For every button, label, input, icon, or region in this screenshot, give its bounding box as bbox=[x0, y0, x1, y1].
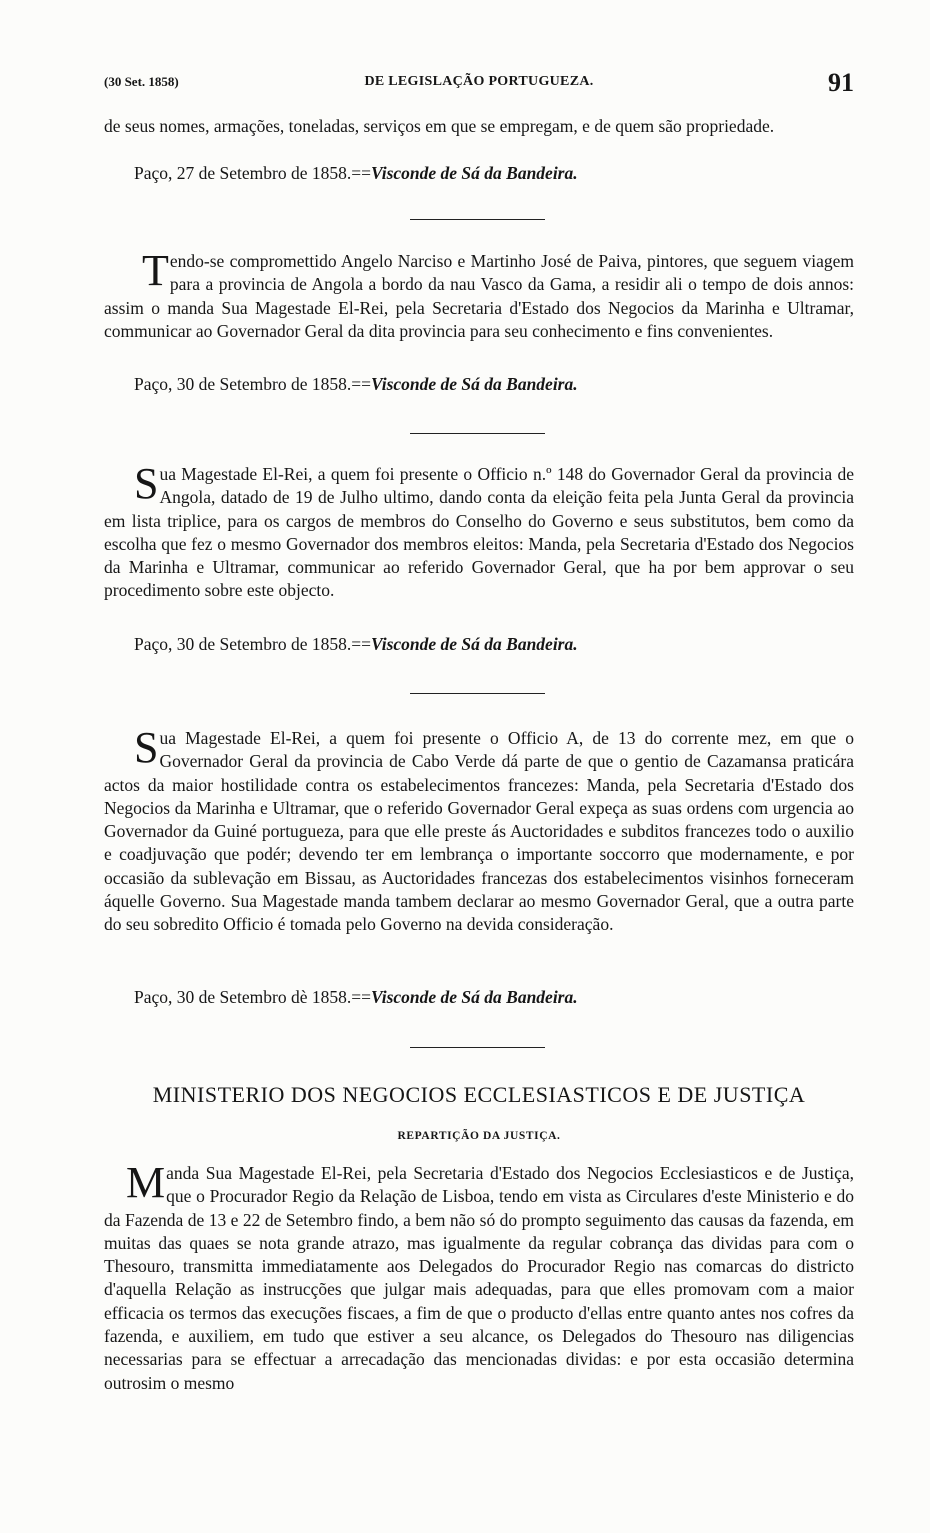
section-4-date: Paço, 30 de Setembro dè 1858.== bbox=[134, 987, 371, 1007]
section-4-paragraph bbox=[104, 723, 854, 937]
section-divider bbox=[410, 693, 545, 694]
section-1-text: de seus nomes, armações, toneladas, serviços em que se empregam, e de quem são propriedade. bbox=[104, 116, 775, 136]
page-header bbox=[104, 68, 854, 100]
ministry-text: anda Sua Magestade El-Rei, pela Secretaria d'Estado dos Negocios Ecclesiasticos e de Justiça, que o Procurador Regio da Relação de Lisboa, tendo em vista as Circulares d'este Ministerio e do da Fazenda de 13 e 22 de Setembro findo, a bem não só do prompto seguimento das causas da fazenda, em muitas das quaes se nota grande atrazo, mas igualmente da regular cobrança das dividas para com o Thesouro, transmitta immediatamente aos Delegados do Procurador Regio nas comarcas do districto d'aquella Relação as instrucções que julgar mais adequadas, para que elles promovam com a maior efficacia os termos das execuções fiscaes, a fim de que o producto d'ellas entre quanto antes nos cofres da fazenda, e auxiliem, em tudo que estiver a seu alcance, os Delegados do Thesouro nas diligencias necessarias para se effectuar a arrecadação das mencionadas dividas: e por esta occasião determina outrosim o mesmo bbox=[104, 1163, 854, 1393]
ministry-title: MINISTERIO DOS NEGOCIOS ECCLESIASTICOS E DE JUSTIÇA bbox=[152, 1082, 806, 1107]
header-date: (30 Set. 1858) bbox=[104, 74, 179, 89]
section-divider bbox=[410, 1047, 545, 1048]
section-4-dropcap: S bbox=[134, 723, 159, 772]
section-2-text: endo-se compromettido Angelo Narciso e Martinho José de Paiva, pintores, que seguem viagem para a provincia de Angola a bordo da nau Vasco da Gama, a residir ali o tempo de dois annos: assim o manda Sua Magestade El-Rei, pela Secretaria d'Estado dos Negocios da Marinha e Ultramar, communicar ao Governador Geral da dita provincia para seu conhecimento e fins convenientes. bbox=[104, 251, 854, 341]
page-number: 91 bbox=[828, 68, 854, 97]
section-3-date: Paço, 30 de Setembro de 1858.== bbox=[134, 634, 371, 654]
section-2-date: Paço, 30 de Setembro de 1858.== bbox=[134, 374, 371, 394]
section-2-paragraph bbox=[104, 246, 854, 343]
section-4-text: ua Magestade El-Rei, a quem foi presente o Officio A, de 13 do corrente mez, em que o Governador Geral da provincia de Cabo Verde dá parte de que o gentio de Cazamansa praticára actos da maior hostilidade contra os estabelecimentos francezes: Manda, pela Secretaria d'Estado dos Negocios da Marinha e Ultramar, que o referido Governador Geral expeça as suas ordens com urgencia ao Governador da Guiné portugueza, para que elle preste ás Auctoridades e subditos francezes todo o auxilio e coadjuvação que podér; devendo ter em lembrança o importante soccorro que modernamente, e por occasião da sublevação em Bissau, as Auctoridades francezas dos estabelecimentos visinhos forneceram áquelle Governo. Sua Magestade manda tambem declarar ao mesmo Governador Geral, que a outra parte do seu sobredito Officio é tomada pelo Governo na devida consideração. bbox=[104, 728, 854, 935]
section-divider bbox=[410, 433, 545, 434]
section-3-text: ua Magestade El-Rei, a quem foi presente o Officio n.º 148 do Governador Geral da provincia de Angola, datado de 19 de Julho ultimo, dando conta da eleição feita pela Junta Geral da provincia em lista triplice, para os cargos de membros do Conselho do Governo e seus substitutos, bem como da escolha que fez o mesmo Governador dos membros eleitos: Manda, pela Secretaria d'Estado dos Negocios da Marinha e Ultramar, communicar ao referido Governador Geral, que ha por bem approvar o seu procedimento sobre este objecto. bbox=[104, 464, 854, 601]
section-1-signature-line bbox=[134, 162, 854, 185]
section-2-dropcap: T bbox=[142, 246, 169, 295]
section-4-signature: Visconde de Sá da Bandeira. bbox=[371, 987, 578, 1007]
ministry-dropcap: M bbox=[126, 1158, 166, 1207]
section-3-paragraph bbox=[104, 459, 854, 603]
section-1-date: Paço, 27 de Setembro de 1858.== bbox=[134, 163, 371, 183]
section-3-dropcap: S bbox=[134, 459, 159, 508]
section-3-signature: Visconde de Sá da Bandeira. bbox=[371, 634, 578, 654]
section-2-signature: Visconde de Sá da Bandeira. bbox=[371, 374, 578, 394]
section-4-signature-line bbox=[134, 986, 854, 1009]
section-divider bbox=[410, 219, 545, 220]
section-2-signature-line bbox=[134, 373, 854, 396]
section-3-signature-line bbox=[134, 633, 854, 656]
section-1-signature: Visconde de Sá da Bandeira. bbox=[371, 163, 578, 183]
ministry-subtitle: REPARTIÇÃO DA JUSTIÇA. bbox=[397, 1130, 561, 1142]
ministry-paragraph bbox=[104, 1158, 854, 1395]
header-title: DE LEGISLAÇÃO PORTUGUEZA. bbox=[364, 74, 594, 89]
